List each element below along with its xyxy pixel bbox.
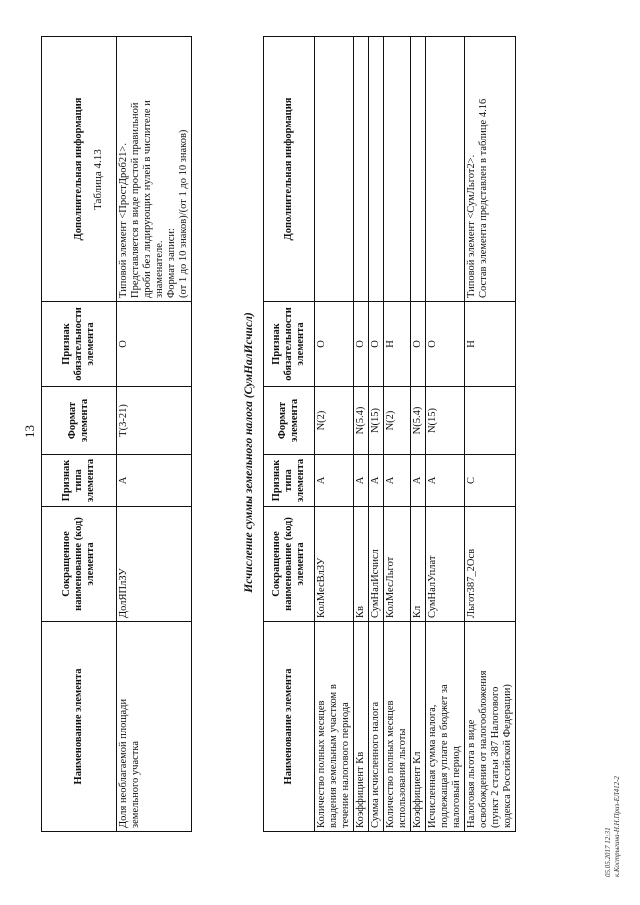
table-row [384,37,411,832]
cell-element-required: О [315,302,354,387]
cell-element-required: О [117,302,192,387]
cell-element-name-line: течение налогового периода [340,702,351,828]
cell-element-name-line: владения земельным участком в [328,684,339,828]
cell-element-code: СумНалУплат [426,507,465,622]
page-number: 13 [22,425,37,438]
table-row [354,37,369,832]
table-number: Таблица 4.13 [92,149,104,210]
cell-element-name [315,622,354,832]
header-element-type: Признак типа элемента [264,455,315,507]
cell-additional-info [369,37,384,302]
cell-element-type: А [354,455,369,507]
cell-element-type: А [411,455,426,507]
cell-element-format: N(2) [315,387,354,455]
header-element-format: Формат элемента [42,387,117,455]
cell-element-name-line: налоговый период [451,746,462,828]
cell-element-code: ДолЯПлЗУ [117,507,192,622]
cell-element-name-line: (пункт 2 статьи 387 Налогового [490,686,501,828]
table-row [117,37,192,832]
cell-additional-info-line: знаменателе. [154,240,165,298]
header-additional-info: Дополнительная информация [42,37,117,302]
table-title: Исчисление суммы земельного налога (СумНалИсчисл) [243,312,255,593]
cell-element-code: СумНалИсчисл [369,507,384,622]
cell-element-name [465,622,516,832]
cell-element-name-line: Количество полных месяцев [385,700,396,828]
cell-element-format: N(15) [426,387,465,455]
cell-element-type: А [315,455,354,507]
cell-element-name-line: земельного участка [130,741,141,828]
header-element-code: Сокращенное наименование (код) элемента [42,507,117,622]
cell-element-name-line: Количество полных месяцев [316,700,327,828]
cell-element-format: N(15) [369,387,384,455]
cell-element-name-line: Исчисленная сумма налога, [427,704,438,828]
cell-element-required: О [369,302,384,387]
header-element-required: Признак обязательности элемента [264,302,315,387]
cell-element-name [426,622,465,832]
cell-element-name [384,622,411,832]
table-header-row [264,37,315,832]
cell-element-name [117,622,192,832]
header-additional-info: Дополнительная информация [264,37,315,302]
table-header-row [42,37,117,832]
cell-element-format: N(2) [384,387,411,455]
cell-element-required: Н [384,302,411,387]
header-element-name: Наименование элемента [42,622,117,832]
cell-additional-info-line: Формат записи: [166,228,177,298]
table-row [465,37,516,832]
cell-element-format: T(3-21) [117,387,192,455]
cell-element-name [354,622,369,832]
cell-element-name-line: Налоговая льгота в виде [466,719,477,828]
cell-element-name-line: Сумма исчисленного налога [370,701,381,828]
cell-element-code: Кл [411,507,426,622]
cell-element-type: С [465,455,516,507]
cell-additional-info-line: Типовой элемент <ПростДроб21>. [118,143,129,298]
cell-element-required: О [354,302,369,387]
cell-element-name-line: подлежащая уплате в бюджет за [439,684,450,828]
cell-element-code: КолМесВлЗУ [315,507,354,622]
header-element-type: Признак типа элемента [42,455,117,507]
cell-element-type: А [369,455,384,507]
cell-additional-info [315,37,354,302]
cell-element-code: Льгот387_2Осв [465,507,516,622]
cell-element-name [411,622,426,832]
cell-additional-info [117,37,192,302]
cell-element-name-line: кодекса Российской Федерации) [502,684,513,828]
cell-additional-info-line: (от 1 до 10 знаков)/(от 1 до 10 знаков) [178,129,189,298]
cell-element-code: Кв [354,507,369,622]
table-row [411,37,426,832]
cell-element-name-line: Доля необлагаемой площади [118,698,129,828]
table-row [426,37,465,832]
header-element-required: Признак обязательности элемента [42,302,117,387]
table-land-plot-share [41,36,192,832]
header-element-code: Сокращенное наименование (код) элемента [264,507,315,622]
cell-element-required: О [426,302,465,387]
cell-additional-info [411,37,426,302]
print-stamp [604,776,622,877]
cell-element-name [369,622,384,832]
print-stamp-author: к.Кострыгина-Н.Н.Приз-ЕЛ412-2 [613,776,621,877]
table-land-tax-calculation [263,36,516,832]
cell-additional-info-line: Представляется в виде простой правильной [130,102,141,298]
cell-element-name-line: Коэффициент Кв [355,751,366,828]
cell-additional-info [354,37,369,302]
cell-element-format [465,387,516,455]
cell-element-format: N(5.4) [411,387,426,455]
cell-additional-info-line: Состав элемента представлен в таблице 4.16 [478,98,489,298]
cell-element-name-line: Коэффициент Кл [412,751,423,828]
header-element-name: Наименование элемента [264,622,315,832]
cell-element-required: О [411,302,426,387]
table-row [315,37,354,832]
table-row [369,37,384,832]
header-element-format: Формат элемента [264,387,315,455]
cell-element-type: А [426,455,465,507]
cell-additional-info-line: дроби без лидирующих нулей в числителе и [142,100,153,298]
cell-element-type: А [117,455,192,507]
cell-additional-info-line: Типовой элемент <СумЛьгот2>. [466,154,477,298]
cell-element-required: Н [465,302,516,387]
cell-element-code: КолМесЛьгот [384,507,411,622]
cell-additional-info [465,37,516,302]
cell-element-type: А [384,455,411,507]
cell-element-format: N(5.4) [354,387,369,455]
cell-additional-info [384,37,411,302]
cell-element-name-line: использования льготы [397,728,408,828]
cell-additional-info [426,37,465,302]
cell-element-name-line: освобождения от налогообложения [478,670,489,828]
print-stamp-date: 05.05.2017 12:31 [604,827,612,877]
